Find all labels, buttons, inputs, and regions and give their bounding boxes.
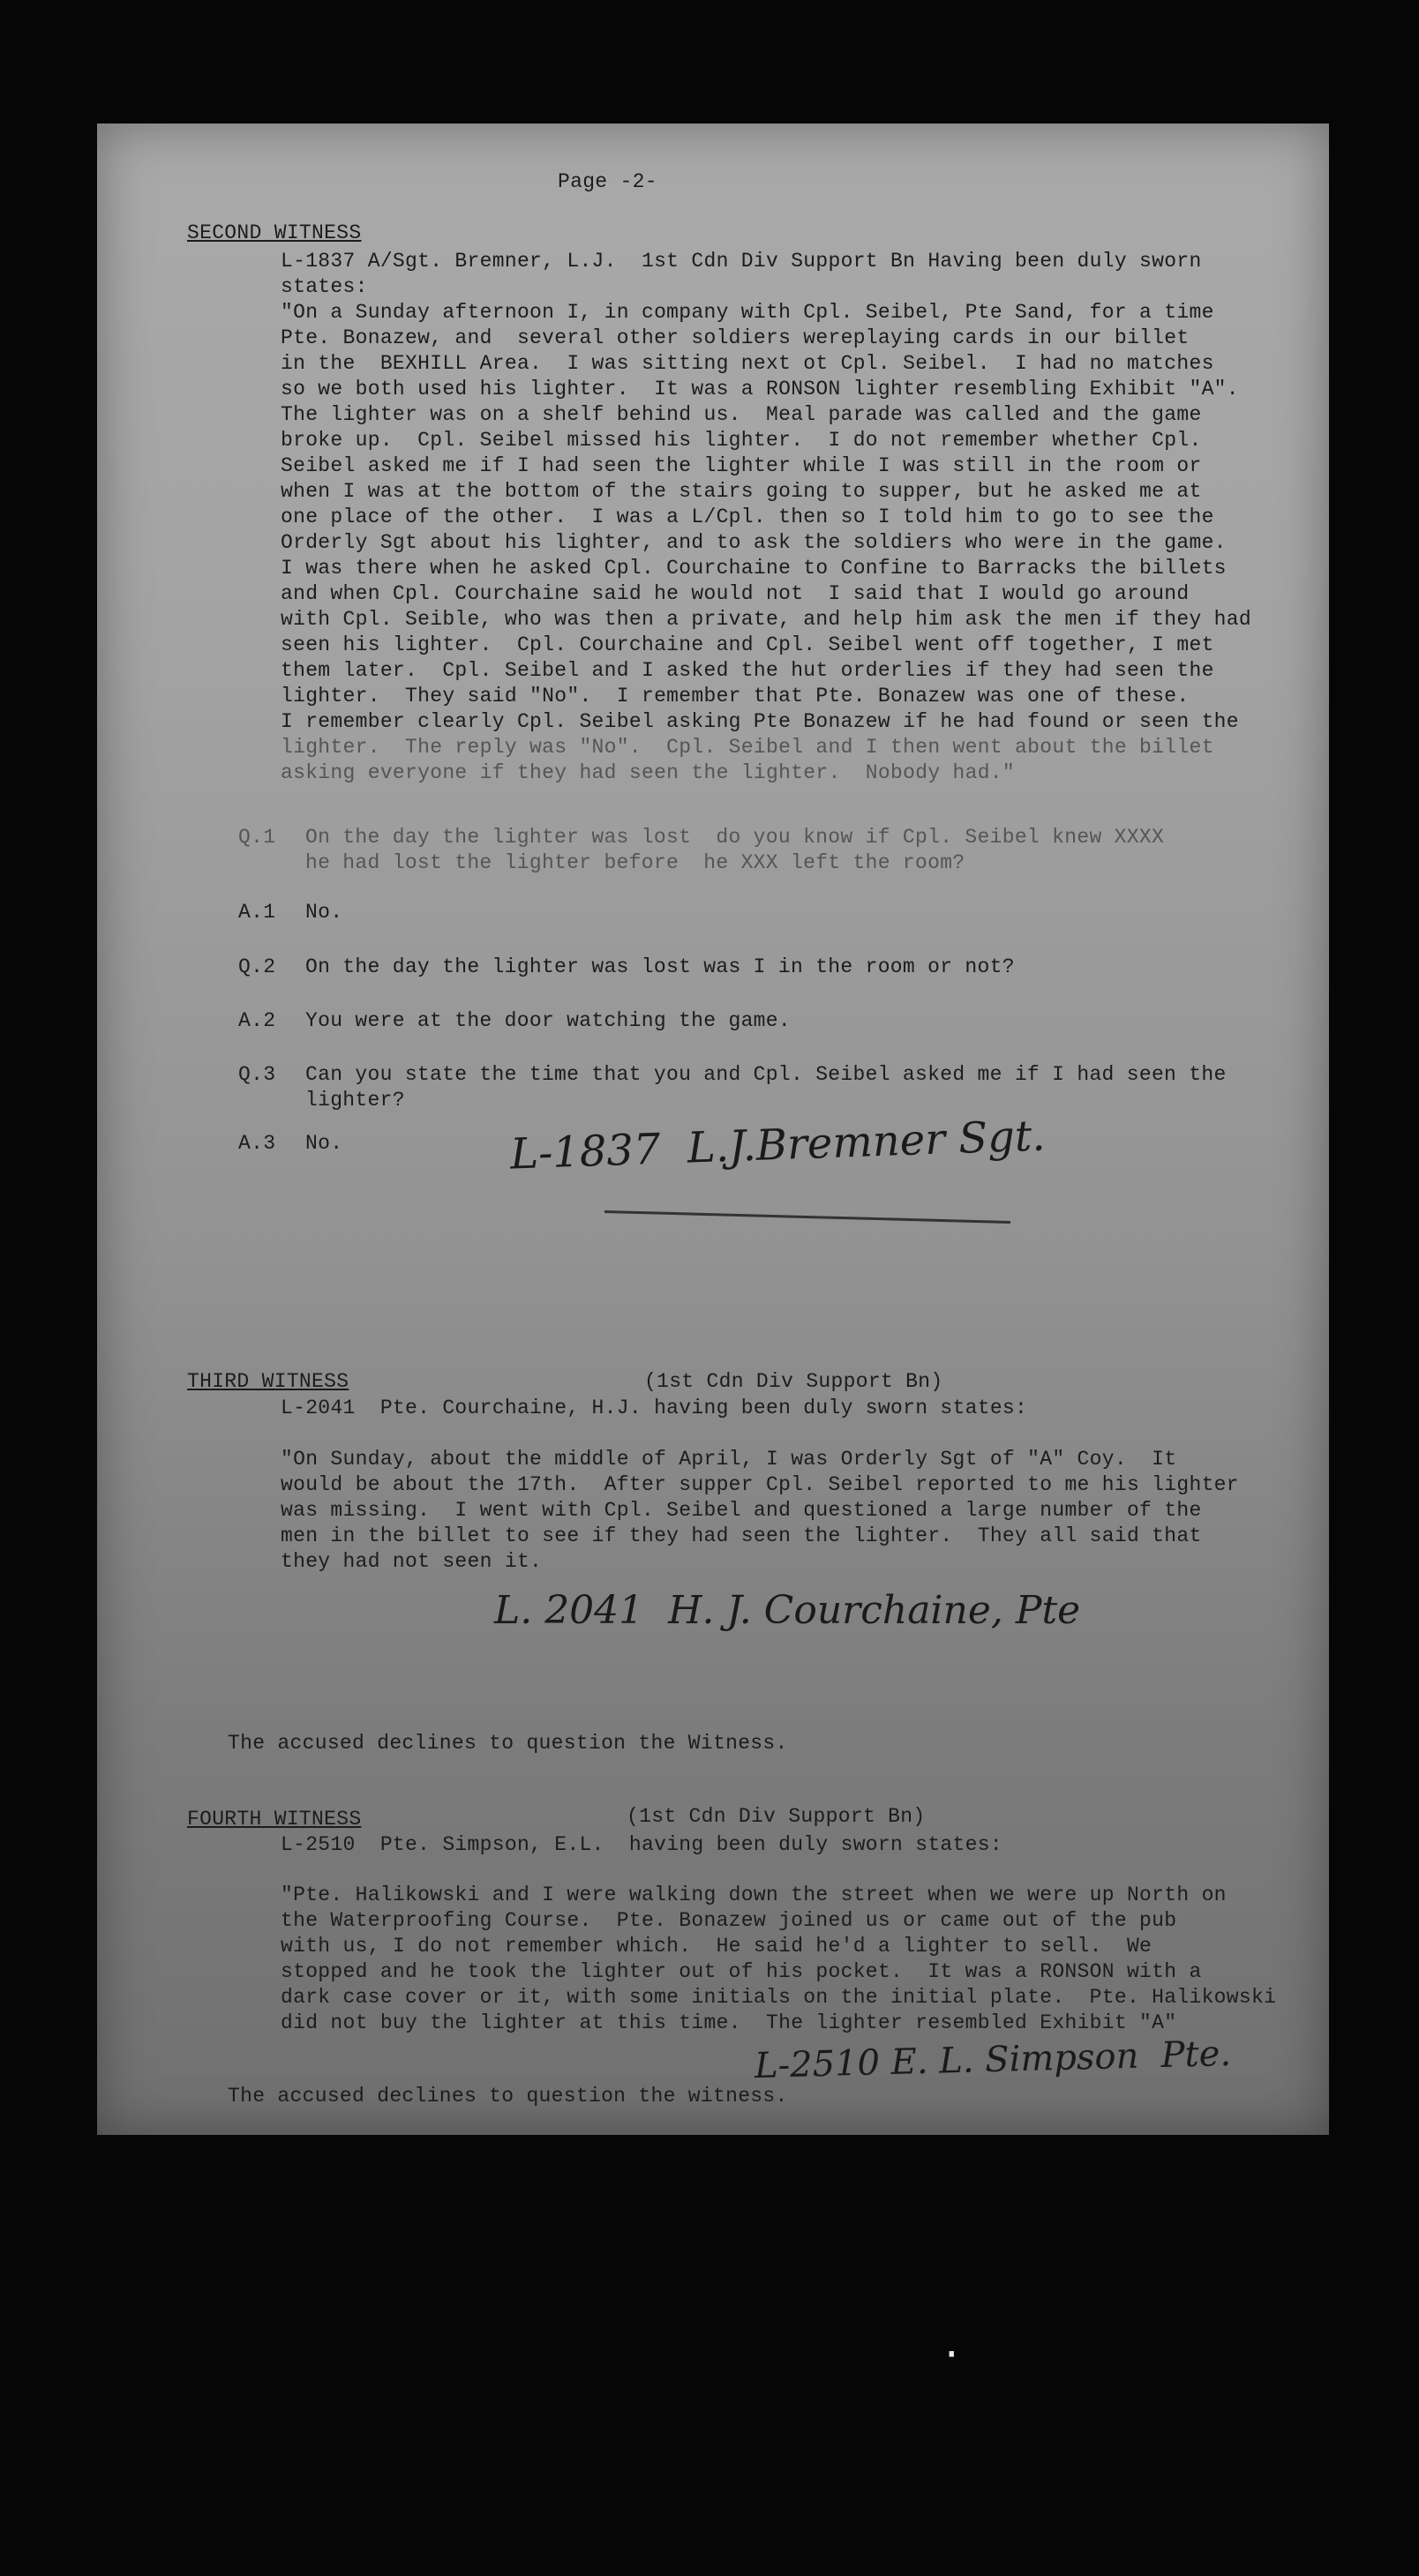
third-witness-heading: THIRD WITNESS bbox=[187, 1370, 349, 1393]
statement-line: was missing. I went with Cpl. Seibel and questioned a large number of the bbox=[281, 1499, 1202, 1522]
qa-text: Can you state the time that you and Cpl. Seibel asked me if I had seen the bbox=[305, 1063, 1227, 1086]
qa-label: A.3 bbox=[238, 1132, 276, 1155]
third-witness-declines: The accused declines to question the Witness. bbox=[228, 1732, 788, 1755]
statement-line: lighter. They said "No". I remember that Pte. Bonazew was one of these. bbox=[281, 685, 1190, 708]
page-number: Page -2- bbox=[558, 170, 657, 193]
statement-line: did not buy the lighter at this time. The lighter resembled Exhibit "A" bbox=[281, 2011, 1177, 2034]
qa-text: On the day the lighter was lost was I in the room or not? bbox=[305, 955, 1015, 978]
statement-line: and when Cpl. Courchaine said he would not I said that I would go around bbox=[281, 582, 1190, 605]
signature-courchaine: L. 2041 H. J. Courchaine, Pte bbox=[494, 1588, 1081, 1633]
qa-label: Q.1 bbox=[238, 826, 276, 849]
statement-line: with us, I do not remember which. He said he'd a lighter to sell. We bbox=[281, 1935, 1152, 1958]
fourth-witness-heading: FOURTH WITNESS bbox=[187, 1808, 362, 1831]
statement-line: dark case cover or it, with some initials on the initial plate. Pte. Halikowski bbox=[281, 1986, 1277, 2009]
statement-line: "Pte. Halikowski and I were walking down the street when we were up North on bbox=[281, 1883, 1227, 1906]
statement-line: stopped and he took the lighter out of his pocket. It was a RONSON with a bbox=[281, 1960, 1202, 1983]
qa-label: Q.2 bbox=[238, 955, 276, 978]
statement-line: "On a Sunday afternoon I, in company with Cpl. Seibel, Pte Sand, for a time bbox=[281, 301, 1214, 324]
fourth-witness-intro: L-2510 Pte. Simpson, E.L. having been duly sworn states: bbox=[281, 1833, 1002, 1856]
statement-line: men in the billet to see if they had seen the lighter. They all said that bbox=[281, 1524, 1202, 1547]
statement-line: them later. Cpl. Seibel and I asked the hut orderlies if they had seen the bbox=[281, 659, 1214, 682]
fourth-witness-declines: The accused declines to question the witness. bbox=[228, 2085, 788, 2108]
qa-text: No. bbox=[305, 1132, 343, 1155]
statement-line: Pte. Bonazew, and several other soldiers wereplaying cards in our billet bbox=[281, 326, 1190, 349]
statement-line: Orderly Sgt about his lighter, and to ask the soldiers who were in the game. bbox=[281, 531, 1227, 554]
statement-line: lighter. The reply was "No". Cpl. Seibel and I then went about the billet bbox=[281, 736, 1214, 759]
qa-text: No. bbox=[305, 901, 343, 924]
third-witness-unit: (1st Cdn Div Support Bn) bbox=[644, 1370, 943, 1393]
qa-label: A.2 bbox=[238, 1009, 276, 1032]
statement-line: one place of the other. I was a L/Cpl. then so I told him to go to see the bbox=[281, 505, 1214, 528]
second-witness-heading: SECOND WITNESS bbox=[187, 221, 362, 244]
qa-text: You were at the door watching the game. bbox=[305, 1009, 791, 1032]
qa-label: A.1 bbox=[238, 901, 276, 924]
fourth-witness-unit: (1st Cdn Div Support Bn) bbox=[627, 1805, 926, 1828]
statement-line: I was there when he asked Cpl. Courchaine to Confine to Barracks the billets bbox=[281, 557, 1227, 580]
signature-underline bbox=[604, 1210, 1010, 1224]
film-scratch-mark: ‧ bbox=[944, 2329, 959, 2382]
statement-line: The lighter was on a shelf behind us. Meal parade was called and the game bbox=[281, 403, 1202, 426]
statement-line: broke up. Cpl. Seibel missed his lighter. I do not remember whether Cpl. bbox=[281, 429, 1202, 452]
document-page bbox=[97, 124, 1329, 2135]
statement-line: the Waterproofing Course. Pte. Bonazew joined us or came out of the pub bbox=[281, 1909, 1177, 1932]
statement-line: I remember clearly Cpl. Seibel asking Pte Bonazew if he had found or seen the bbox=[281, 710, 1239, 733]
statement-line: "On Sunday, about the middle of April, I was Orderly Sgt of "A" Coy. It bbox=[281, 1448, 1177, 1471]
second-witness-intro-1: L-1837 A/Sgt. Bremner, L.J. 1st Cdn Div Support Bn Having been duly sworn bbox=[281, 250, 1202, 273]
third-witness-intro: L-2041 Pte. Courchaine, H.J. having been duly sworn states: bbox=[281, 1397, 1028, 1419]
statement-line: so we both used his lighter. It was a RONSON lighter resembling Exhibit "A". bbox=[281, 378, 1239, 401]
signature-simpson: L-2510 E. L. Simpson Pte. bbox=[754, 2033, 1232, 2087]
second-witness-intro-2: states: bbox=[281, 275, 368, 298]
statement-line: asking everyone if they had seen the lighter. Nobody had." bbox=[281, 761, 1016, 784]
signature-bremner: L-1837 L.J.Bremner Sgt. bbox=[509, 1111, 1047, 1179]
qa-text: lighter? bbox=[305, 1089, 405, 1112]
statement-line: seen his lighter. Cpl. Courchaine and Cpl. Seibel went off together, I met bbox=[281, 633, 1214, 656]
qa-text: he had lost the lighter before he XXX left the room? bbox=[305, 851, 965, 874]
statement-line: Seibel asked me if I had seen the lighter while I was still in the room or bbox=[281, 454, 1202, 477]
qa-label: Q.3 bbox=[238, 1063, 276, 1086]
statement-line: with Cpl. Seible, who was then a private, and help him ask the men if they had bbox=[281, 608, 1251, 631]
statement-line: in the BEXHILL Area. I was sitting next ot Cpl. Seibel. I had no matches bbox=[281, 352, 1214, 375]
statement-line: when I was at the bottom of the stairs going to supper, but he asked me at bbox=[281, 480, 1202, 503]
qa-text: On the day the lighter was lost do you know if Cpl. Seibel knew XXXX bbox=[305, 826, 1165, 849]
statement-line: they had not seen it. bbox=[281, 1550, 543, 1573]
statement-line: would be about the 17th. After supper Cpl. Seibel reported to me his lighter bbox=[281, 1473, 1239, 1496]
